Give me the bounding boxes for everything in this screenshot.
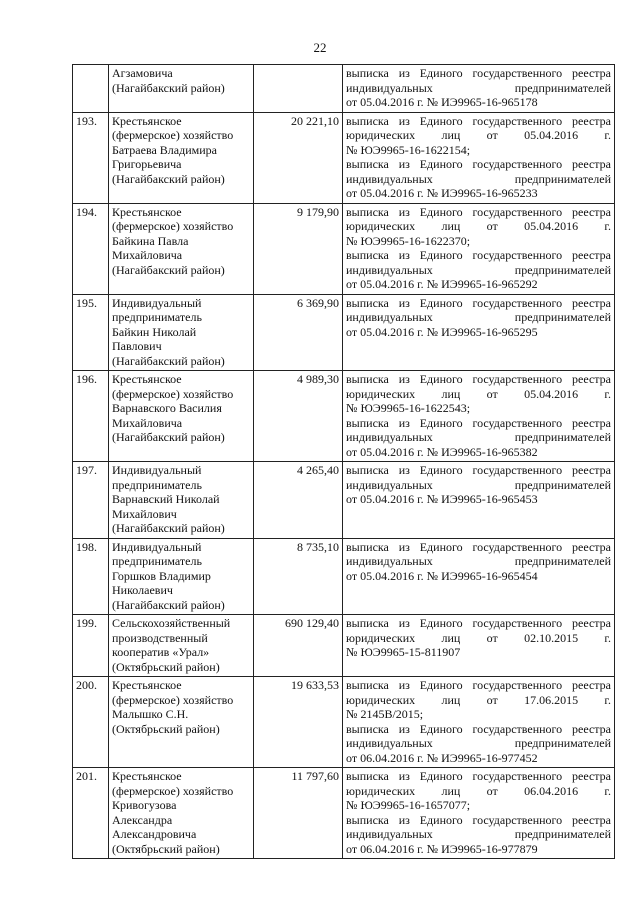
row-number: 201. xyxy=(73,768,109,859)
recipient-name-line: производственный xyxy=(112,630,208,645)
recipient-name-line: предприниматель xyxy=(112,477,202,492)
recipient-name-line: предприниматель xyxy=(112,554,202,568)
row-number: 194. xyxy=(73,203,109,294)
registry-extract-line: выписка из Единого государственного реестра xyxy=(346,204,611,219)
registry-extract-line: № ЮЭ9965-16-1622154; xyxy=(346,142,471,157)
row-number: 198. xyxy=(73,538,109,615)
recipient-name xyxy=(109,371,254,462)
recipient-name-line: Индивидуальный xyxy=(112,539,202,554)
registry-extract-line: от 06.04.2016 г. № ИЭ9965-16-977879 xyxy=(346,841,538,856)
recipient-name xyxy=(109,462,254,539)
row-number: 197. xyxy=(73,462,109,539)
registry-extract-line: выписка из Единого государственного реестра xyxy=(346,616,611,630)
page-number: 22 xyxy=(313,40,327,55)
recipient-name-line: Павлович xyxy=(112,339,162,353)
recipient-name xyxy=(109,768,254,859)
row-number: 193. xyxy=(73,112,109,203)
recipient-name-line: (Нагайбакский район) xyxy=(112,597,225,612)
row-number: 195. xyxy=(73,294,109,371)
registry-extract-line: № 2145В/2015; xyxy=(346,707,424,721)
registry-extract-line: от 05.04.2016 г. № ИЭ9965-16-965233 xyxy=(346,186,538,200)
recipient-name-line: Варнавского Василия xyxy=(112,401,222,415)
recipient-name-line: (фермерское) хозяйство xyxy=(112,128,234,142)
subsidy-amount xyxy=(254,65,343,113)
registry-extract-line: юридических лиц от 02.10.2015 г. xyxy=(346,630,611,645)
table-row xyxy=(73,65,615,113)
recipient-name-line: Агзамовича xyxy=(112,66,173,80)
table-row xyxy=(73,538,615,615)
registry-table xyxy=(72,64,615,859)
registry-extract-line: от 05.04.2016 г. № ИЭ9965-16-965292 xyxy=(346,277,538,291)
recipient-name-line: предприниматель xyxy=(112,310,202,324)
registry-extract-line: индивидуальных предпринимателей xyxy=(346,827,611,841)
registry-extract-line: индивидуальных предпринимателей xyxy=(346,80,611,95)
recipient-name-line: Николаевич xyxy=(112,583,173,597)
registry-extract xyxy=(343,538,615,615)
recipient-name-line: Григорьевича xyxy=(112,157,182,171)
recipient-name-line: Крестьянское xyxy=(112,769,182,783)
table-row xyxy=(73,203,615,294)
registry-extract-line: выписка из Единого государственного реестра xyxy=(346,248,611,262)
registry-extract-line: юридических лиц от 06.04.2016 г. xyxy=(346,783,611,798)
registry-extract-line: юридических лиц от 17.06.2015 г. xyxy=(346,692,611,707)
recipient-name-line: (Нагайбакский район) xyxy=(112,171,225,186)
registry-extract-line: выписка из Единого государственного реестра xyxy=(346,66,611,80)
recipient-name-line: Александра xyxy=(112,812,173,827)
subsidy-amount: 11 797,60 xyxy=(254,768,343,859)
recipient-name-line: Крестьянское xyxy=(112,113,182,128)
registry-table-body xyxy=(73,65,615,859)
subsidy-amount: 4 989,30 xyxy=(254,371,343,462)
recipient-name-line: (фермерское) хозяйство xyxy=(112,219,234,233)
recipient-name xyxy=(109,203,254,294)
registry-extract-line: от 05.04.2016 г. № ИЭ9965-16-965453 xyxy=(346,492,538,506)
recipient-name-line: Горшков Владимир xyxy=(112,568,211,583)
registry-extract-line: юридических лиц от 05.04.2016 г. xyxy=(346,219,611,233)
table-row xyxy=(73,768,615,859)
registry-extract-line: выписка из Единого государственного реестра xyxy=(346,539,611,554)
subsidy-amount: 6 369,90 xyxy=(254,294,343,371)
recipient-name-line: Крестьянское xyxy=(112,204,182,219)
recipient-name-line: Михайлович xyxy=(112,506,177,521)
registry-extract xyxy=(343,677,615,768)
subsidy-amount: 690 129,40 xyxy=(254,615,343,677)
registry-extract-line: № ЮЭ9965-15-811907 xyxy=(346,645,461,659)
recipient-name-line: (Нагайбакский район) xyxy=(112,521,225,535)
registry-extract-line: № ЮЭ9965-16-1657077; xyxy=(346,798,471,812)
subsidy-amount: 9 179,90 xyxy=(254,203,343,294)
registry-extract-line: выписка из Единого государственного реестра xyxy=(346,769,611,783)
recipient-name xyxy=(109,294,254,371)
recipient-name-line: Малышко С.Н. xyxy=(112,707,189,721)
row-number xyxy=(73,65,109,113)
recipient-name xyxy=(109,677,254,768)
registry-extract-line: № ЮЭ9965-16-1622370; xyxy=(346,233,471,248)
recipient-name-line: Батраева Владимира xyxy=(112,142,217,157)
registry-extract-line: выписка из Единого государственного реестра xyxy=(346,678,611,692)
recipient-name-line: Варнавский Николай xyxy=(112,492,220,506)
registry-extract-line: выписка из Единого государственного реестра xyxy=(346,113,611,128)
registry-extract-line: от 05.04.2016 г. № ИЭ9965-16-965382 xyxy=(346,444,538,459)
table-row xyxy=(73,294,615,371)
registry-extract-line: индивидуальных предпринимателей xyxy=(346,554,611,568)
subsidy-amount: 19 633,53 xyxy=(254,677,343,768)
registry-extract-line: выписка из Единого государственного реестра xyxy=(346,295,611,310)
registry-extract-line: индивидуальных предпринимателей xyxy=(346,262,611,277)
registry-extract xyxy=(343,615,615,677)
recipient-name-line: (фермерское) хозяйство xyxy=(112,783,234,798)
recipient-name xyxy=(109,538,254,615)
table-row xyxy=(73,615,615,677)
table-row xyxy=(73,462,615,539)
recipient-name-line: (Нагайбакский район) xyxy=(112,80,225,95)
registry-extract xyxy=(343,371,615,462)
recipient-name-line: (Октябрьский район) xyxy=(112,721,220,736)
registry-extract-line: от 06.04.2016 г. № ИЭ9965-16-977452 xyxy=(346,750,538,765)
recipient-name-line: (фермерское) хозяйство xyxy=(112,386,234,401)
registry-extract-line: индивидуальных предпринимателей xyxy=(346,736,611,750)
registry-extract-line: индивидуальных предпринимателей xyxy=(346,171,611,186)
recipient-name-line: (Нагайбакский район) xyxy=(112,430,225,444)
registry-extract-line: от 05.04.2016 г. № ИЭ9965-16-965454 xyxy=(346,568,538,583)
table-row xyxy=(73,112,615,203)
registry-extract-line: выписка из Единого государственного реестра xyxy=(346,372,611,386)
registry-extract-line: выписка из Единого государственного реестра xyxy=(346,463,611,477)
registry-extract-line: выписка из Единого государственного реестра xyxy=(346,721,611,736)
recipient-name xyxy=(109,112,254,203)
registry-extract-line: индивидуальных предпринимателей xyxy=(346,477,611,492)
subsidy-amount: 4 265,40 xyxy=(254,462,343,539)
registry-extract-line: юридических лиц от 05.04.2016 г. xyxy=(346,128,611,142)
recipient-name-line: Крестьянское xyxy=(112,372,182,386)
recipient-name-line: Кривогузова xyxy=(112,798,177,812)
recipient-name-line: Александровича xyxy=(112,827,197,841)
table-row xyxy=(73,677,615,768)
recipient-name-line: Индивидуальный xyxy=(112,295,202,310)
registry-extract-line: юридических лиц от 05.04.2016 г. xyxy=(346,386,611,401)
recipient-name-line: Сельскохозяйственный xyxy=(112,616,231,630)
registry-extract xyxy=(343,112,615,203)
recipient-name-line: (Октябрьский район) xyxy=(112,841,220,856)
recipient-name-line: (Нагайбакский район) xyxy=(112,353,225,368)
recipient-name-line: (Нагайбакский район) xyxy=(112,262,225,277)
recipient-name-line: (фермерское) хозяйство xyxy=(112,692,234,707)
recipient-name-line: Байкина Павла xyxy=(112,233,189,248)
recipient-name xyxy=(109,65,254,113)
row-number: 196. xyxy=(73,371,109,462)
recipient-name-line: Индивидуальный xyxy=(112,463,202,477)
subsidy-amount: 20 221,10 xyxy=(254,112,343,203)
row-number: 200. xyxy=(73,677,109,768)
registry-extract xyxy=(343,203,615,294)
recipient-name-line: кооператив «Урал» xyxy=(112,645,210,659)
registry-extract-line: от 05.04.2016 г. № ИЭ9965-16-965295 xyxy=(346,324,538,339)
registry-extract-line: № ЮЭ9965-16-1622543; xyxy=(346,401,471,415)
registry-extract xyxy=(343,768,615,859)
subsidy-amount: 8 735,10 xyxy=(254,538,343,615)
recipient-name-line: Крестьянское xyxy=(112,678,182,692)
recipient-name-line: Михайловича xyxy=(112,415,183,430)
recipient-name-line: (Октябрьский район) xyxy=(112,659,220,674)
registry-extract-line: от 05.04.2016 г. № ИЭ9965-16-965178 xyxy=(346,95,538,109)
registry-extract-line: выписка из Единого государственного реестра xyxy=(346,415,611,430)
registry-extract-line: индивидуальных предпринимателей xyxy=(346,310,611,324)
row-number: 199. xyxy=(73,615,109,677)
registry-extract-line: индивидуальных предпринимателей xyxy=(346,430,611,444)
recipient-name-line: Байкин Николай xyxy=(112,324,197,339)
registry-extract xyxy=(343,65,615,113)
registry-extract xyxy=(343,462,615,539)
recipient-name xyxy=(109,615,254,677)
table-row xyxy=(73,371,615,462)
registry-extract-line: выписка из Единого государственного реестра xyxy=(346,157,611,171)
registry-extract xyxy=(343,294,615,371)
registry-extract-line: выписка из Единого государственного реестра xyxy=(346,812,611,827)
recipient-name-line: Михайловича xyxy=(112,248,183,262)
